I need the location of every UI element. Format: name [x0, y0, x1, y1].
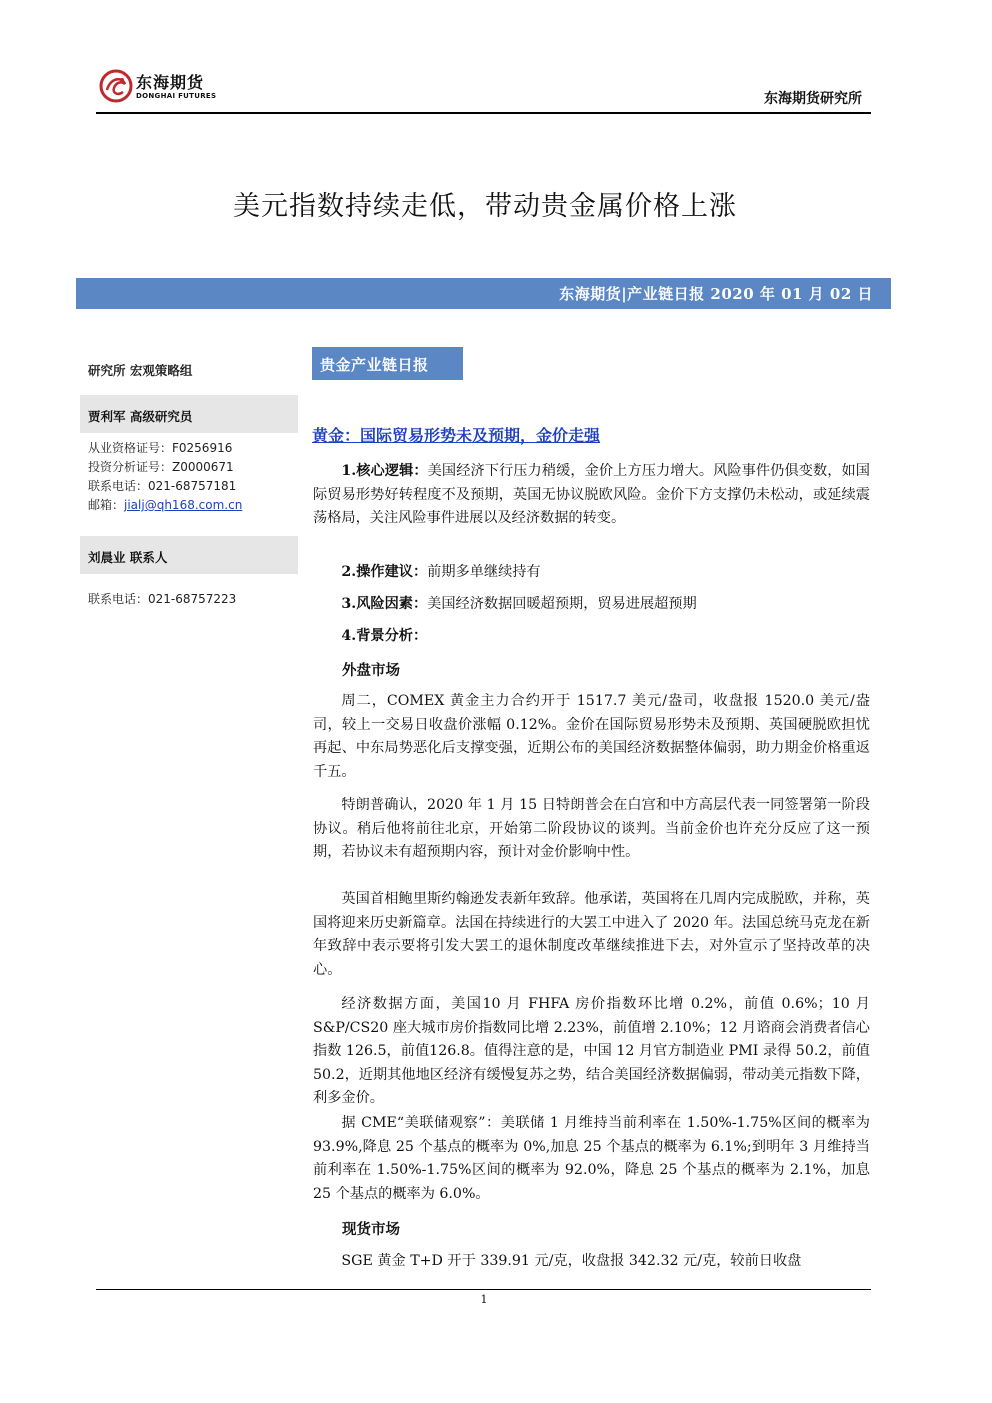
operation-label: 2.操作建议：: [341, 564, 428, 580]
analyst1-email-row: [88, 496, 242, 513]
logo-chinese-name: 东海期货: [136, 73, 205, 92]
email-label: 邮箱：: [88, 498, 125, 512]
footer-divider: [96, 1289, 871, 1290]
section-tag-label: 贵金产业链日报: [320, 356, 429, 374]
risk-paragraph: [313, 593, 870, 617]
body-paragraph-1: 周二，COMEX 黄金主力合约开于 1517.7 美元/盎司，收盘报 1520.0 美元/盎司，较上一交易日收盘价涨幅 0.12%。金价在国际贸易形势未及预期、英国硬脱欧担忧再起、中东局势恶化后支撑变强，近期公布的美国经济数据整体偏弱，助力期金价格重返千五。: [313, 693, 870, 780]
analyst1-name: 贾利军 高级研究员: [88, 409, 193, 424]
email-link[interactable]: jialj@qh168.com.cn: [124, 498, 243, 512]
body-paragraph-3: 英国首相鲍里斯约翰逊发表新年致辞。他承诺，英国将在几周内完成脱欧，并称，英国将迎来历史新篇章。法国在持续进行的大罢工中进入了 2020 年。法国总统马克龙在新年致辞中表示要将引发大罢工的退休制度改革继续推进下去，对外宣示了坚持改革的决心。: [313, 891, 870, 978]
core-logic-label: 1.核心逻辑：: [341, 463, 428, 479]
page-number: 1: [480, 1293, 488, 1306]
section-tag: [312, 347, 463, 380]
body-paragraph-2: 特朗普确认，2020 年 1 月 15 日特朗普会在白宫和中方高层代表一同签署第一阶段协议。稍后他将前往北京，开始第二阶段协议的谈判。当前金价也许充分反应了这一预期，若协议未有超预期内容，预计对金价影响中性。: [313, 797, 870, 860]
gold-heading[interactable]: 黄金：国际贸易形势未及预期，金价走强: [312, 426, 601, 445]
analyst1-phone: 联系电话：021-68757181: [88, 479, 237, 493]
risk-text: 美国经济数据回暖超预期，贸易进展超预期: [427, 596, 697, 612]
document-title: 美元指数持续走低，带动贵金属价格上涨: [233, 191, 737, 222]
header-organization: 东海期货研究所: [764, 91, 862, 107]
overseas-market-heading: 外盘市场: [342, 662, 400, 679]
header-divider: [96, 112, 871, 114]
spot-paragraph: SGE 黄金 T+D 开于 339.91 元/克，收盘报 342.32 元/克，较前日收盘: [341, 1253, 802, 1269]
background-label: 4.背景分析：: [341, 628, 428, 644]
core-logic-paragraph: [313, 460, 870, 531]
research-group: 研究所 宏观策略组: [88, 363, 193, 378]
analyst1-cert1: 从业资格证号：F0256916: [88, 441, 233, 455]
body-paragraph-5: 据 CME“美联储观察”：美联储 1 月维持当前利率在 1.50%-1.75%区间的概率为 93.9%,降息 25 个基点的概率为 0%,加息 25 个基点的概率为 6.1%;到明年 3 月维持当前利率在 1.50%-1.75%区间的概率为 92.0%，降息 25 个基点的概率为 2.1%，加息 25 个基点的概率为 6.0%。: [313, 1115, 870, 1202]
analyst2-name: 刘晨业 联系人: [88, 550, 168, 565]
body-paragraph-4: 经济数据方面，美国10 月 FHFA 房价指数环比增 0.2%，前值 0.6%；10 月 S&P/CS20 座大城市房价指数同比增 2.23%，前值增 2.10%；12 月谘商会消费者信心指数 126.5，前值126.8。值得注意的是，中国 12 月官方制造业 PMI 录得 50.2，前值 50.2，近期其他地区经济有缓慢复苏之势，结合美国经济数据偏弱，带动美元指数下降，利多金价。: [313, 996, 870, 1106]
risk-label: 3.风险因素：: [341, 596, 428, 612]
background-paragraph: [313, 625, 870, 649]
report-date-band: [76, 278, 891, 309]
company-logo: [98, 68, 238, 108]
spot-market-heading: 现货市场: [342, 1221, 400, 1238]
dragon-logo-icon: [98, 68, 134, 104]
analyst1-cert2: 投资分析证号：Z0000671: [88, 460, 234, 474]
core-logic-text: 美国经济下行压力稍缓，金价上方压力增大。风险事件仍俱变数，如国际贸易形势好转程度不及预期，英国无协议脱欧风险。金价下方支撑仍未松动，或延续震荡格局，关注风险事件进展以及经济数据的转变。: [313, 463, 870, 526]
operation-paragraph: [313, 561, 870, 585]
analyst2-phone: 联系电话：021-68757223: [88, 592, 237, 606]
logo-english-name: DONGHAI FUTURES: [136, 92, 217, 100]
operation-text: 前期多单继续持有: [427, 564, 541, 580]
analyst2-header: [80, 536, 298, 574]
report-date-text: 东海期货|产业链日报 2020 年 01 月 02 日: [559, 285, 873, 303]
analyst1-header: [80, 395, 298, 433]
